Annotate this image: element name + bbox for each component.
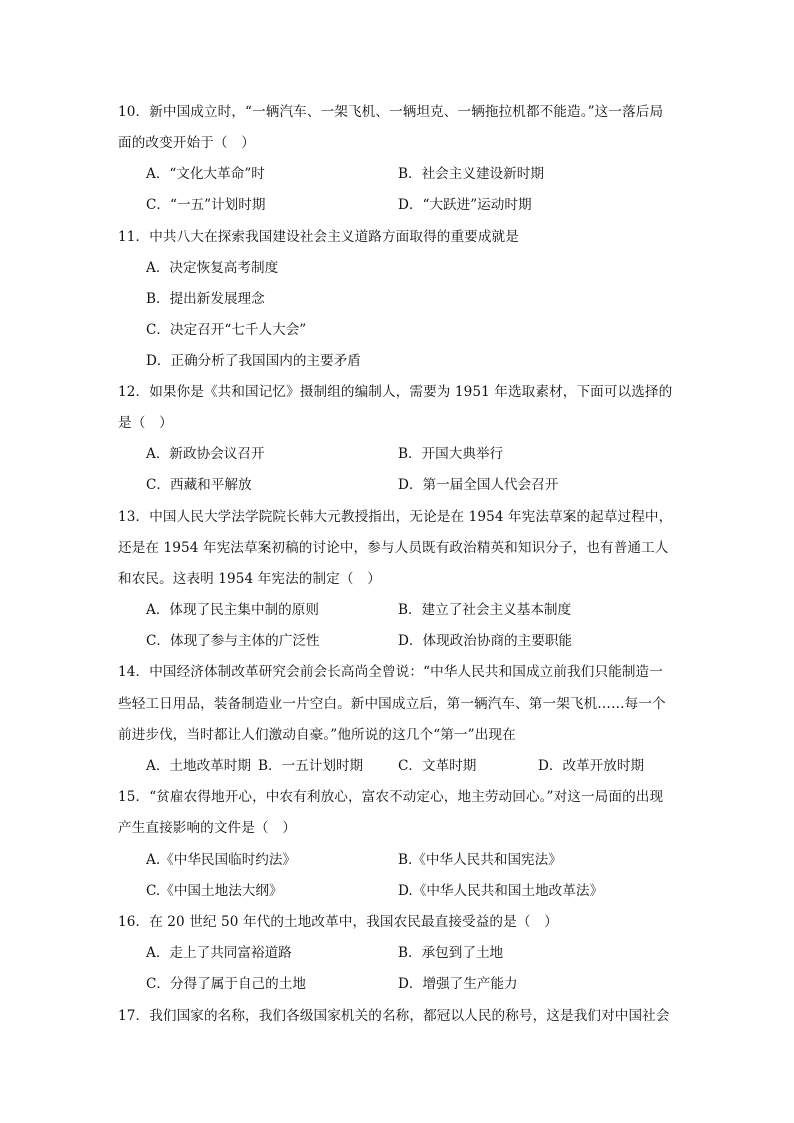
question-16-line-1: 16．在 20 世纪 50 年代的土地改革中，我国农民最直接受益的是（ ） (118, 914, 558, 930)
question-10-option-a: A．“文化大革命”时 (146, 166, 265, 182)
question-16-option-c: C．分得了属于自己的土地 (146, 976, 306, 992)
question-14-line-2: 些轻工日用品，装备制造业一片空白。新中国成立后，第一辆汽车、第一架飞机……每一个 (118, 696, 666, 712)
question-16-option-d: D．增强了生产能力 (398, 976, 518, 992)
question-12-option-c: C．西藏和平解放 (146, 477, 252, 493)
question-12-option-b: B．开国大典举行 (398, 446, 504, 462)
question-14-option-a: A．土地改革时期 (146, 758, 251, 774)
question-14-line-1: 14．中国经济体制改革研究会前会长高尚全曾说：“中华人民共和国成立前我们只能制造一 (118, 664, 663, 680)
question-13-option-d: D．体现政治协商的主要职能 (398, 633, 573, 649)
question-14-option-d: D．改革开放时期 (538, 758, 645, 774)
question-13-option-c: C．体现了参与主体的广泛性 (146, 633, 320, 649)
question-15-option-a: A.《中华民国临时约法》 (146, 852, 297, 868)
question-13-option-a: A．体现了民主集中制的原则 (146, 602, 319, 618)
question-14-line-3: 前进步伐，当时都让人们激动自豪。”他所说的这几个“第一”出现在 (118, 727, 516, 743)
question-12-line-2: 是（ ） (118, 415, 173, 431)
question-10-option-c: C．“一五”计划时期 (146, 197, 266, 213)
question-13-line-3: 和农民。这表明 1954 年宪法的制定（ ） (118, 571, 381, 587)
question-11-option-b: B．提出新发展理念 (146, 291, 265, 307)
question-14-option-b: B．一五计划时期 (258, 758, 364, 774)
question-15-option-d: D.《中华人民共和国土地改革法》 (398, 883, 604, 899)
question-16-option-a: A．走上了共同富裕道路 (146, 945, 292, 961)
question-16-option-b: B．承包到了土地 (398, 945, 504, 961)
question-15-line-1: 15．“贫雇农得地开心，中农有利放心，富农不动定心，地主劳动回心。”对这一局面的出现 (118, 789, 664, 805)
question-11-line-1: 11．中共八大在探索我国建设社会主义道路方面取得的重要成就是 (118, 229, 519, 245)
question-10-option-b: B．社会主义建设新时期 (398, 166, 544, 182)
question-11-option-a: A．决定恢复高考制度 (146, 260, 279, 276)
question-13-option-b: B．建立了社会主义基本制度 (398, 602, 572, 618)
question-12-option-a: A．新政协会议召开 (146, 446, 265, 462)
question-13-line-1: 13．中国人民大学法学院院长韩大元教授指出，无论是在 1954 年宪法草案的起草过程中， (118, 509, 673, 525)
question-12-option-d: D．第一届全国人代会召开 (398, 477, 559, 493)
question-10-line-1: 10．新中国成立时，“一辆汽车、一架飞机、一辆坦克、一辆拖拉机都不能造。”这一落后局 (118, 104, 664, 120)
question-10-line-2: 面的改变开始于（ ） (118, 135, 255, 151)
question-12-line-1: 12．如果你是《共和国记忆》摄制组的编制人，需要为 1951 年选取素材，下面可以选择的 (118, 384, 673, 400)
question-15-line-2: 产生直接影响的文件是（ ） (118, 820, 297, 836)
question-11-option-c: C．决定召开“七千人大会” (146, 322, 307, 338)
question-17-line-1: 17．我们国家的名称，我们各级国家机关的名称，都冠以人民的称号，这是我们对中国社会 (118, 1008, 670, 1024)
question-15-option-c: C.《中国土地法大纲》 (146, 883, 283, 899)
question-15-option-b: B.《中华人民共和国宪法》 (398, 852, 562, 868)
question-11-option-d: D．正确分析了我国国内的主要矛盾 (146, 353, 361, 369)
question-13-line-2: 还是在 1954 年宪法草案初稿的讨论中，参与人员既有政治精英和知识分子，也有普通工人 (118, 540, 669, 556)
question-10-option-d: D．“大跃进”运动时期 (398, 197, 532, 213)
question-14-option-c: C．文革时期 (398, 758, 477, 774)
